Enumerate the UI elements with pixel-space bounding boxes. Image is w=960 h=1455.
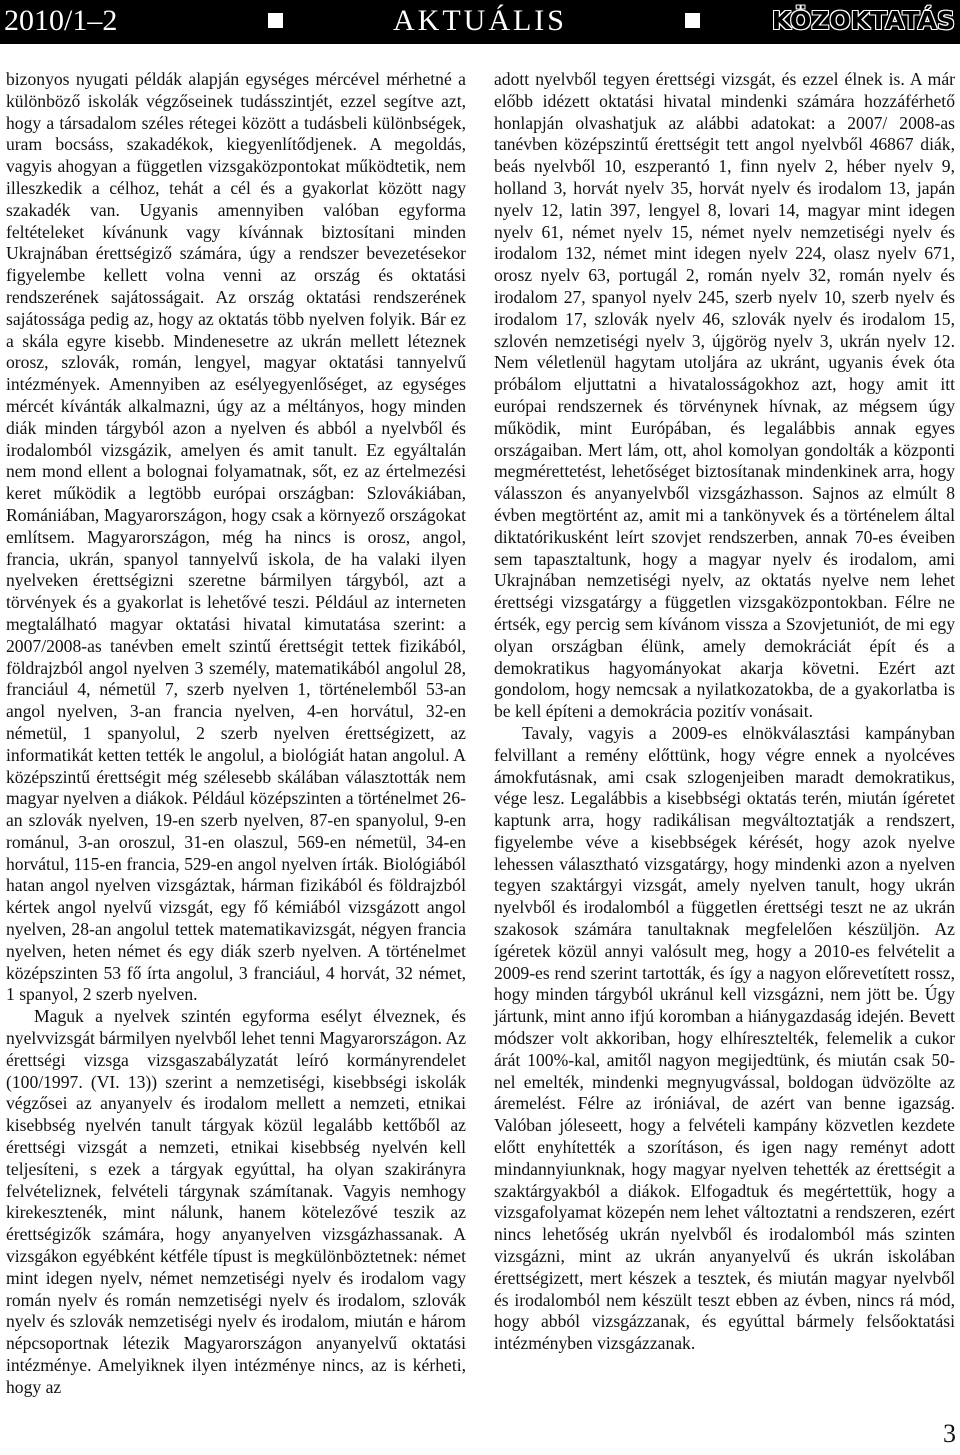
article-column-right [494,69,955,1355]
page-header [0,0,960,44]
section-title: AKTUÁLIS [393,4,567,37]
paragraph: Tavaly, vagyis a 2009-es elnökválasztási kampányban felvillant a remény előttünk, hogy végre ennek a nyolcéves ámokfutásnak, ami csak szlogenjeiben maradt demokratikus, vége lesz. Legalábbis a kisebbségi oktatás terén, miután ígéretet kaptunk arra, hogy radikálisan megváltoztatják a rendszert, figyelembe véve a kisebbségek kérését, hogy azok nyelve lehessen választható vizsgatárgy, hogy mindenki azon a nyelven tegyen szaktárgyi vizsgát, amely nyelven tanult, hogy ukrán nyelvből és irodalomból a független érettségi teszt ne az ukrán szakosok számára tanultaknak megfelelően készüljön. Az ígéretek közül annyi valósult meg, hogy a 2010-es felvételit a 2009-es rend szerint tartották, és így a nagyon előrevetített rossz, hogy minden tárgyból ukránul kell vizsgázni, nem jött be. Úgy jártunk, mint anno ifjú koromban a hiánygazdaság idején. Bevett módszer volt akkoriban, hogy elhíresztelték, felemelik a cukor árát 100%-kal, amitől nagyon megijedtünk, és miután csak 50-nel emelték, mindenki megnyugvással, boldogan üdvözölte az áremelést. Félre az iróniával, de azért van benne igazság. Valóban jóleseett, hogy a felvételi kampány közvetlen kezdete előtt enyhítették a szorításon, és igen nagy reményt adott mindannyiunknak, hogy magyar nyelven tehették az érettségit a szaktárgyakból a diákok. Elfogadtuk és megértettük, hogy a vizsgafolyamat közepén nem lehet változtatni a rendszeren, ezért nincs lehetőség ukrán nyelvből és irodalomból más szinten vizsgázni, mint az ukrán anyanyelvű és ukrán iskolában érettségizett, mert készek a tesztek, és miután magyar nyelvből és irodalomból nem készült teszt ebben az évben, nincs rá mód, hogy abból vizsgázzanak, és egyúttal bármely felsőoktatási intézményben vizsgázzanak. [494,722,955,1354]
journal-title: KÖZOKTATÁS [771,6,955,35]
page-number: 3 [943,1419,956,1448]
paragraph: adott nyelvből tegyen érettségi vizsgát, és ezzel élnek is. A már előbb idézett oktatási hivatal mindenki számára hozzáférhető honlapján olvashatjuk az alábbi adatokat: a 2007/ 2008-as tanévben középszintű érettségit tett angol nyelvből 46867 diák, beás nyelvből 10, eszperantó 1, finn nyelv 2, héber nyelv 9, holland 3, horvát nyelv 35, horvát nyelv és irodalom 13, japán nyelv 12, latin 397, lengyel 8, lovari 14, magyar mint idegen nyelv 61, német nyelv 15, német nyelv nemzetiségi nyelv és irodalom 132, német mint idegen nyelv 224, olasz nyelv 671, orosz nyelv 63, portugál 2, román nyelv 32, román nyelv és irodalom 27, spanyol nyelv 245, szerb nyelv 10, szerb nyelv és irodalom 17, szlovák nyelv 46, szlovák nyelv és irodalom 15, szlovén nemzetiségi nyelv 3, újgörög nyelv 3, ukrán nyelv 12. Nem véletlenül hagytam utoljára az ukránt, ugyanis évek óta próbálom eljuttatni a hivatalosságokhoz azt, hogy amit itt európai rendszernek és törvénynek hívnak, az mégsem úgy működik, mint Európában, és legalábbis annak egyes országaiban. Mert lám, ott, ahol komolyan gondolták a központi megmérettetést, lehetőséget biztosítanak mindenkinek arra, hogy válasszon és anyanyelvből vizsgázhasson. Sajnos az elmúlt 8 évben megtörtént az, amit mi a tankönyvek és a történelem által diktatórikusként leírt szovjet rendszerben, annak 70-es éveiben sem tapasztaltunk, hogy a magyar nyelv és irodalom, ami Ukrajnában nemzetiségi nyelv, az oktatás nyelve nem lehet érettségi vizsgatárgy a független vizsgaközpontokban. Félre ne értsék, egy percig sem kívánom vissza a Szovjetuniót, de mi egy olyan országban élünk, amely demokráciát épít és a demokratikus hagyományokat akarja követni. Ezért azt gondolom, hogy nemcsak a nyilatkozatokba, de a gyakorlatba is be kell építeni a demokrácia pozitív vonásait. [494,69,955,722]
issue-number: 2010/1–2 [4,4,118,37]
paragraph: Maguk a nyelvek szintén egyforma esélyt élveznek, és nyelvvizsgát bármilyen nyelvből lehet tenni Magyarországon. Az érettségi vizsga vizsgaszabályzatát leíró kormányrendelet (100/1997. (VI. 13)) szerint a nemzetiségi, kisebbségi iskolák végzősei az anyanyelv és irodalom mellett a nemzeti, etnikai kisebbség nyelvén tanult tárgyak közül legalább kettőből az érettségi vizsgát a nemzeti, etnikai kisebbség nyelvén kell teljesíteni, s ezek a tárgyak egyúttal, ha olyan szakirányra felvételiznek, felvételi tárgynak számítanak. Vagyis nemhogy kirekesztenék, mint nálunk, hanem kötelezővé teszik az érettségizők számára, hogy anyanyelven vizsgázhassanak. A vizsgákon egyébként kétféle típust is megkülönböztetnek: német mint idegen nyelv, német nemzetiségi nyelv és irodalom vagy román nyelv és román nemzetiségi nyelv és irodalom, szlovák nyelv és szlovák nemzetiségi nyelv és irodalom, miután e három népcsoportnak létezik Magyarországon anyanyelvű oktatási intézménye. Amelyiknek ilyen intézménye nincs, az is kérheti, hogy az [6,1006,466,1397]
article-column-left [6,69,466,1399]
paragraph: bizonyos nyugati példák alapján egységes mércével mérhetné a különböző iskolák végzőseinek tudásszintjét, ezzel segítve azt, hogy a társadalom széles rétegei között a tudásbeli különbségek, uram bocsáss, szakadékok, kiegyenlítődjenek. A megoldás, vagyis ahogyan a független vizsgaközpontokat működtetik, nem illeszkedik a célhoz, tehát a cél és a gyakorlat között nagy szakadék van. Ugyanis amennyiben valóban egyforma feltételeket kívánunk vagy kívánnak biztosítani minden Ukrajnában érettségiző számára, úgy a rendszer bevezetésekor figyelembe kellett volna venni az ország és oktatási rendszerének sajátosságait. Az ország oktatási rendszerének sajátossága pedig az, hogy az oktatás több nyelven folyik. Bár ez a skála egyre kisebb. Mindenesetre az ukrán mellett léteznek orosz, szlovák, román, lengyel, magyar oktatási tannyelvű intézmények. Amennyiben az esélyegyenlőséget, az egységes mércét kívánták alkalmazni, úgy az a méltányos, hogy minden diák minden tárgyból azon a nyelven és abból a nyelvből és irodalomból vizsgázik, amelyen és amit tanult. Ez egyáltalán nem mond ellent a bolognai folyamatnak, sőt, ez az értelmezési keret működik a legtöbb európai országban: Szlovákiában, Romániában, Magyarországon, hogy csak a környező országokat említsem. Magyarországon, még ha nincs is orosz, angol, francia, ukrán, spanyol tannyelvű iskola, de ha valaki ilyen nyelveken érettségizni szeretne bármilyen tárgyból, azt a törvények és a gyakorlat is lehetővé teszi. Például az interneten megtalálható magyar oktatási hivatal kimutatása szerint: a 2007/2008-as tanévben emelt szintű érettségit tettek fizikából, földrajzból angol nyelven 3 személy, matematikából angolul 28, franciául 4, németül 7, szerb nyelven 1, történelemből 53-an angol nyelven, 3-an francia nyelven, 4-en horvátul, 32-en németül, 1 spanyolul, 2 szerb nyelven érettségizett, az informatikát ketten tették le angolul, a biológiát hatan angolul. A középszintű érettségit még szélesebb skálában választották nem magyar nyelven a diákok. Például középszinten a történelmet 26-an szlovák nyelven, 19-en szerb nyelven, 87-en spanyolul, 9-en románul, 3-an oroszul, 31-en olaszul, 569-en németül, 34-en horvátul, 115-en francia, 529-en angol nyelven írták. Biológiából hatan angol nyelven vizsgáztak, hárman fizikából és földrajzból kértek angol nyelvű vizsgát, egy fő kémiából vizsgázott angol nyelven, 28-an angolul tettek matematikavizsgát, négyen francia nyelven, heten német és egy diák szerb nyelven. A történelmet középszinten 53 fő írta angolul, 3 franciául, 4 horvát, 32 német, 1 spanyol, 2 szerb nyelven. [6,69,466,1005]
square-ornament-right [685,13,700,28]
